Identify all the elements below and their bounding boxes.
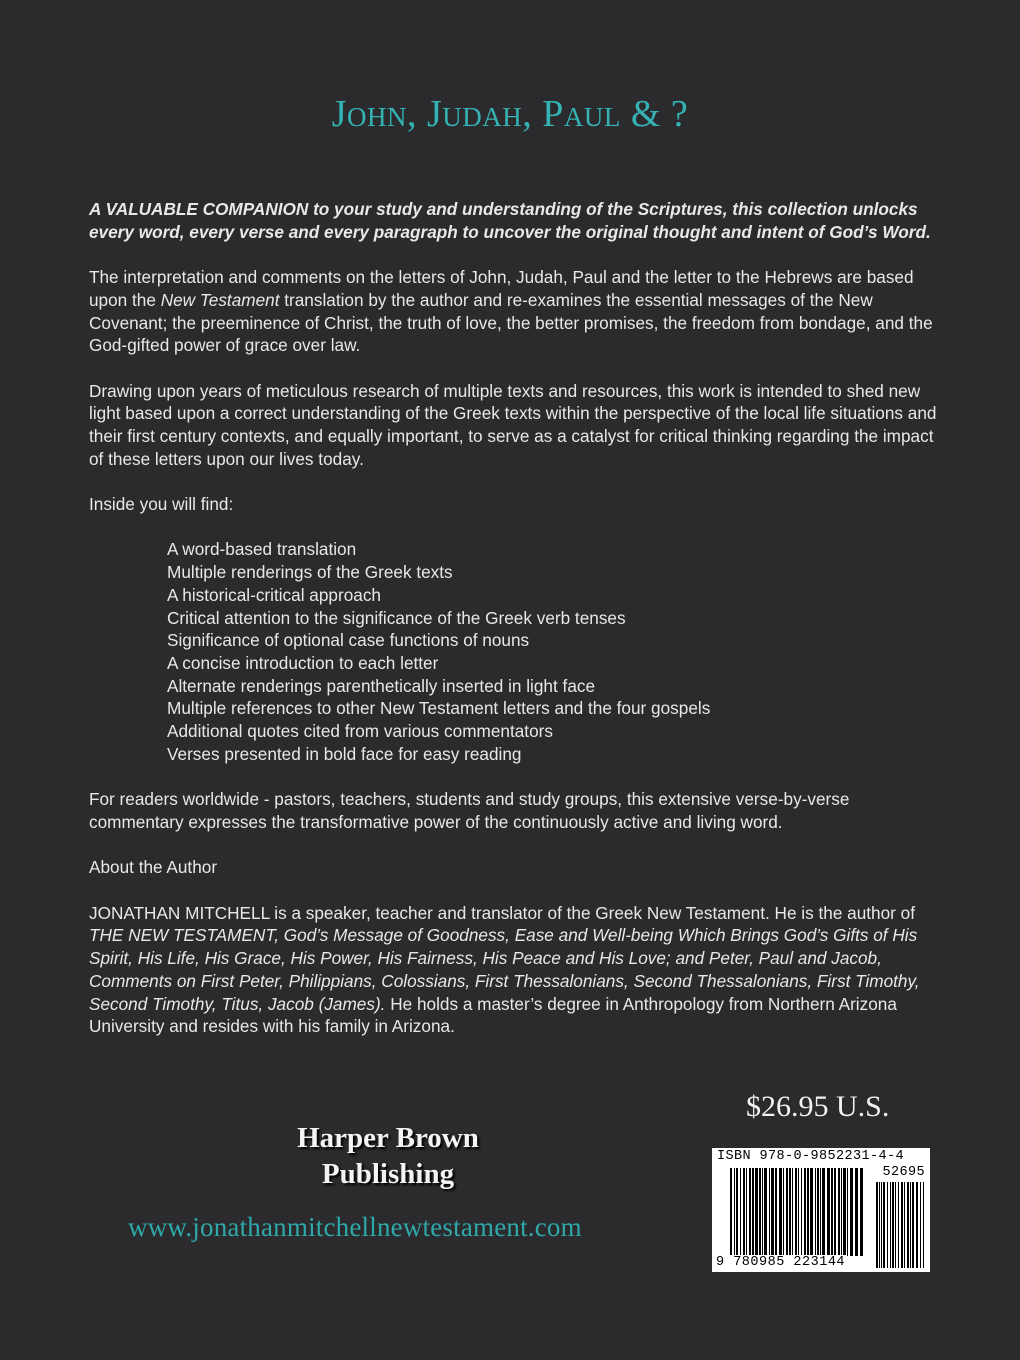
barcode-bar — [786, 1168, 788, 1256]
feature-item: Critical attention to the significance of the Greek verb tenses — [167, 607, 626, 628]
book-title: John, Judah, Paul & ? — [331, 93, 689, 135]
barcode-bar — [807, 1168, 809, 1256]
barcode-bar — [755, 1168, 758, 1256]
barcode-bar — [822, 1168, 825, 1256]
addon-bar — [890, 1182, 891, 1268]
barcode-bar — [834, 1168, 836, 1256]
barcode-bar — [798, 1168, 799, 1256]
barcode-bar — [740, 1168, 741, 1256]
author-text-a: JONATHAN MITCHELL is a speaker, teacher and translator of the Greek New Testament. He is the author of — [89, 902, 915, 923]
author-works-italic: THE NEW TESTAMENT, God’s Message of Goodness, Ease and Well-being Which Brings God’s Gifts of His Spirit, His Life, His Grace, His Power, His Fairness, His Peace and His Love; and Peter, Paul and Jacob, Comments on First Peter, Philippians, Colossians, First Thessalonians, Second Thessalonians, First Timothy, Second Timothy, Titus, Jacob (James). — [89, 925, 920, 1014]
barcode-bar — [827, 1168, 830, 1256]
isbn-text: ISBN 978-0-9852231-4-4 — [717, 1149, 905, 1164]
barcode-bar — [817, 1168, 819, 1256]
barcode-bar — [769, 1168, 770, 1256]
addon-bar — [892, 1182, 894, 1268]
barcode-bar — [850, 1168, 853, 1256]
barcode-bar — [847, 1168, 848, 1256]
author-paragraph — [89, 902, 939, 1038]
barcode-bar — [792, 1168, 793, 1256]
addon-bar — [910, 1182, 911, 1268]
feature-item: Alternate renderings parenthetically inserted in light face — [167, 675, 596, 696]
barcode-bar — [801, 1168, 802, 1256]
addon-bar — [904, 1182, 905, 1268]
barcode-bar — [743, 1168, 745, 1256]
interpretation-paragraph — [89, 266, 939, 357]
para1-text-a: The interpretation and comments on the letters of John, Judah, Paul and the letter to the Hebrews are based upon the — [89, 267, 914, 310]
readers-paragraph: For readers worldwide - pastors, teachers, students and study groups, this extensive verse-by-verse commentary expresses the transformative power of the continuously active and living word. — [89, 789, 850, 832]
addon-bar — [916, 1182, 918, 1268]
addon-bar — [883, 1182, 885, 1268]
barcode-bar — [783, 1168, 784, 1256]
addon-bar — [901, 1182, 903, 1268]
feature-item: Multiple references to other New Testament letters and the four gospels — [167, 698, 711, 719]
barcode-bar — [841, 1168, 842, 1256]
isbn-barcode — [712, 1148, 930, 1272]
publisher-line-2: Publishing — [321, 1158, 455, 1190]
feature-item: A historical-critical approach — [167, 584, 381, 605]
barcode-bar — [843, 1168, 846, 1256]
barcode-bar — [815, 1168, 816, 1256]
barcode-bar — [789, 1168, 791, 1256]
barcode-bar — [762, 1168, 763, 1256]
feature-item: Verses presented in bold face for easy reading — [167, 743, 522, 764]
ean-digits: 9 780985 223144 — [716, 1255, 846, 1270]
barcode-bar — [820, 1168, 821, 1256]
research-paragraph: Drawing upon years of meticulous research of multiple texts and resources, this work is intended to shed new light based upon a correct understanding of the Greek texts within the perspective of the local life situations and their first century contexts, and equally important, to serve as a catalyst for critical thinking regarding the impact of these letters upon our lives today. — [89, 380, 937, 469]
intro-paragraph: A VALUABLE COMPANION to your study and understanding of the Scriptures, this collection unlocks every word, every verse and every paragraph to uncover the original thought and intent of God’s Word. — [89, 199, 931, 242]
barcode-bar — [795, 1168, 797, 1256]
addon-bar — [887, 1182, 888, 1268]
addon-bar — [912, 1182, 914, 1268]
barcode-bar — [749, 1168, 751, 1256]
inside-heading: Inside you will find: — [89, 494, 234, 515]
addon-bar — [895, 1182, 896, 1268]
barcode-bar — [734, 1168, 735, 1256]
addon-bar — [920, 1182, 921, 1268]
author-text-b: He holds a master’s degree in Anthropology from Northern Arizona University and resides with his family in Arizona. — [89, 993, 897, 1037]
feature-item: Multiple renderings of the Greek texts — [167, 562, 453, 583]
price-label: $26.95 U.S. — [746, 1090, 890, 1123]
barcode-bar — [804, 1168, 806, 1256]
publisher-logo — [248, 1120, 528, 1192]
feature-item: A word-based translation — [167, 539, 357, 560]
addon-bar — [898, 1182, 899, 1268]
back-cover-copy — [89, 198, 939, 1061]
barcode-bar — [736, 1168, 738, 1256]
para1-text-b: translation by the author and re-examines the essential messages of the New Covenant; the preeminence of Christ, the truth of love, the better promises, the freedom from bondage, and the God-gifted power of grace over law. — [89, 289, 933, 356]
barcode-bar — [860, 1168, 863, 1256]
feature-item: A concise introduction to each letter — [167, 653, 439, 673]
barcode-bar — [838, 1168, 840, 1256]
barcode-bar — [810, 1168, 813, 1256]
para1-italic: New Testament — [160, 289, 280, 310]
website-url: www.jonathanmitchellnewtestament.com — [128, 1212, 582, 1242]
addon-bar — [881, 1182, 882, 1268]
addon-bar — [876, 1182, 878, 1268]
barcode-bar — [764, 1168, 767, 1256]
addon-bar — [907, 1182, 909, 1268]
barcode-bar — [746, 1168, 747, 1256]
about-heading: About the Author — [89, 857, 218, 878]
feature-item: Additional quotes cited from various commentators — [167, 721, 553, 742]
barcode-bar — [752, 1168, 754, 1256]
barcode-bar — [775, 1168, 777, 1256]
addon-bar — [923, 1182, 924, 1268]
publisher-line-1: Harper Brown — [297, 1122, 479, 1154]
barcode-bar — [779, 1168, 782, 1256]
feature-item: Significance of optional case functions of nouns — [167, 630, 530, 651]
barcode-bar — [730, 1168, 732, 1256]
feature-list — [89, 538, 939, 765]
barcode-bar — [855, 1168, 858, 1256]
addon-bar — [879, 1182, 880, 1268]
barcode-bar — [759, 1168, 761, 1256]
barcode-bar — [771, 1168, 774, 1256]
barcode-bar — [831, 1168, 833, 1256]
price-addon-code: 52695 — [882, 1165, 925, 1180]
